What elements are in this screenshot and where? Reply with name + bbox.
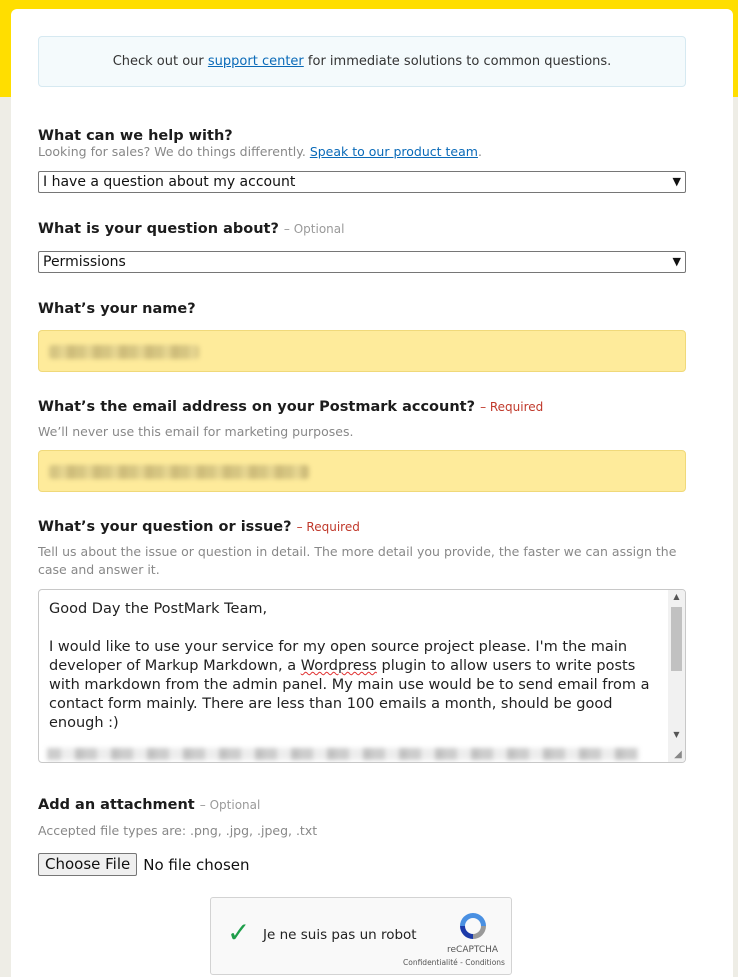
email-input[interactable]: [38, 450, 686, 492]
chevron-down-icon: ▼: [672, 255, 681, 268]
question-hint: Tell us about the issue or question in detail. The more detail you provide, the faster we can assign the case and answer it.: [38, 544, 677, 577]
recaptcha-widget: [210, 897, 512, 975]
required-tag: – Required: [296, 520, 360, 534]
email-label: [38, 399, 543, 415]
redacted-name-value: [49, 345, 199, 359]
resize-grip-icon[interactable]: ◢: [674, 749, 682, 760]
name-input[interactable]: [38, 330, 686, 372]
question-text-start: Good Day the PostMark Team, I would like to use your service for my open source project please. I'm the main developer of Markup Markdown, a: [49, 601, 628, 674]
scroll-thumb[interactable]: [671, 607, 682, 671]
email-hint: We’ll never use this email for marketing purposes.: [38, 424, 354, 439]
textarea-scrollbar[interactable]: [668, 590, 685, 762]
email-label-text: What’s the email address on your Postmark account?: [38, 399, 475, 415]
help-topic-selected: I have a question about my account: [43, 174, 296, 190]
question-label: [38, 519, 360, 535]
required-tag: – Required: [480, 400, 544, 414]
name-label: What’s your name?: [38, 301, 196, 317]
question-text: [49, 600, 663, 733]
support-center-link[interactable]: support center: [207, 54, 304, 69]
sales-hint: [38, 143, 482, 161]
notice-suffix: for immediate solutions to common questions.: [303, 54, 612, 69]
spellcheck-word: Wordpress: [300, 658, 377, 674]
sales-hint-suffix: .: [477, 144, 482, 159]
file-status: No file chosen: [143, 855, 250, 874]
question-textarea[interactable]: [38, 589, 686, 763]
captcha-label: Je ne suis pas un robot: [263, 927, 417, 943]
captcha-brand: reCAPTCHA: [447, 945, 499, 955]
choose-file-button[interactable]: Choose File: [38, 853, 137, 876]
help-topic-select[interactable]: [38, 171, 686, 193]
optional-tag: – Optional: [283, 222, 345, 236]
question-topic-label-text: What is your question about?: [38, 221, 279, 237]
attachment-label: [38, 797, 260, 813]
optional-tag: – Optional: [199, 798, 261, 812]
recaptcha-logo-icon: [457, 910, 489, 942]
redacted-email-value: [49, 465, 309, 479]
scroll-up-arrow-icon[interactable]: ▲: [673, 592, 680, 601]
scroll-down-arrow-icon[interactable]: ▼: [673, 730, 680, 739]
sales-hint-text: Looking for sales? We do things differently.: [38, 144, 310, 159]
captcha-terms-link[interactable]: Confidentialité - Conditions: [403, 958, 505, 967]
checkmark-icon[interactable]: ✓: [227, 916, 251, 949]
chevron-down-icon: ▼: [672, 175, 681, 188]
product-team-link[interactable]: Speak to our product team: [309, 144, 478, 159]
support-center-notice: [38, 36, 686, 87]
file-upload: [38, 853, 250, 876]
question-topic-select[interactable]: [38, 251, 686, 273]
question-text-end: plugin to allow users to write posts with markdown from the admin panel. My main use would be to send email from a contact form mainly. There are less than 100 emails a month, should be good enough :): [49, 658, 655, 731]
redacted-text-line: [47, 748, 639, 760]
question-topic-selected: Permissions: [43, 254, 126, 270]
question-label-text: What’s your question or issue?: [38, 519, 292, 535]
file-types-hint: Accepted file types are: .png, .jpg, .jpeg, .txt: [38, 823, 318, 838]
help-topic-label: What can we help with?: [38, 128, 233, 144]
question-topic-label: [38, 221, 344, 237]
notice-prefix: Check out our: [112, 54, 208, 69]
attachment-label-text: Add an attachment: [38, 797, 195, 813]
